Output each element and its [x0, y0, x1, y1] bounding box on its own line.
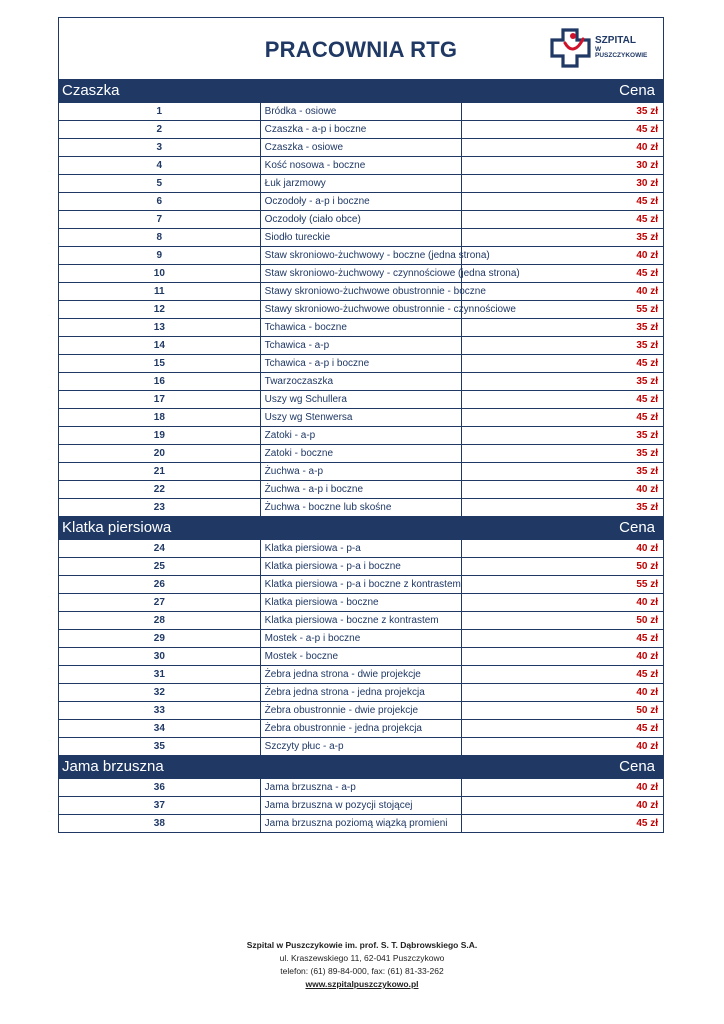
row-number: 17 [59, 391, 261, 409]
table-row [59, 684, 664, 702]
price-column-header: Cena [462, 756, 664, 779]
row-number: 18 [59, 409, 261, 427]
logo-line-1: SZPITAL [595, 35, 636, 46]
table-row [59, 121, 664, 139]
footer-company: Szpital w Puszczykowie im. prof. S. T. Dąbrowskiego S.A. [246, 940, 478, 950]
row-number: 4 [59, 157, 261, 175]
medical-cross-icon [549, 27, 593, 69]
exam-name: Kość nosowa - boczne [260, 157, 462, 175]
exam-name: Czaszka - osiowe [260, 139, 462, 157]
row-number: 31 [59, 666, 261, 684]
table-row [59, 720, 664, 738]
row-number: 11 [59, 283, 261, 301]
exam-price: 35 zł [462, 463, 664, 481]
table-row [59, 301, 664, 319]
row-number: 34 [59, 720, 261, 738]
price-list-header [58, 17, 664, 79]
exam-price: 50 zł [462, 612, 664, 630]
exam-price: 45 zł [462, 211, 664, 229]
exam-name: Oczodoły - a-p i boczne [260, 193, 462, 211]
row-number: 8 [59, 229, 261, 247]
table-row [59, 157, 664, 175]
table-row [59, 558, 664, 576]
exam-name: Klatka piersiowa - boczne [260, 594, 462, 612]
exam-name: Mostek - a-p i boczne [260, 630, 462, 648]
logo-text [595, 36, 655, 60]
exam-name: Czaszka - a-p i boczne [260, 121, 462, 139]
exam-price: 45 zł [462, 815, 664, 833]
table-row [59, 540, 664, 558]
footer-website-link[interactable]: www.szpitalpuszczykowo.pl [305, 979, 419, 989]
exam-name: Siodło tureckie [260, 229, 462, 247]
exam-name: Tchawica - a-p i boczne [260, 355, 462, 373]
table-row [59, 103, 664, 121]
exam-name: Żebra jedna strona - jedna projekcja [260, 684, 462, 702]
exam-price: 40 zł [462, 481, 664, 499]
row-number: 15 [59, 355, 261, 373]
row-number: 29 [59, 630, 261, 648]
table-row [59, 175, 664, 193]
exam-price: 30 zł [462, 157, 664, 175]
exam-name: Uszy wg Stenwersa [260, 409, 462, 427]
table-row [59, 355, 664, 373]
table-row [59, 702, 664, 720]
exam-name: Łuk jarzmowy [260, 175, 462, 193]
exam-name: Klatka piersiowa - p-a i boczne z kontrastem [260, 576, 462, 594]
row-number: 28 [59, 612, 261, 630]
row-number: 19 [59, 427, 261, 445]
section-title: Klatka piersiowa [59, 517, 462, 540]
exam-name: Zatoki - a-p [260, 427, 462, 445]
exam-price: 35 zł [462, 373, 664, 391]
row-number: 37 [59, 797, 261, 815]
price-list-sheet [58, 17, 664, 833]
section-header [59, 80, 664, 103]
table-row [59, 193, 664, 211]
table-row [59, 666, 664, 684]
table-row [59, 373, 664, 391]
row-number: 6 [59, 193, 261, 211]
exam-name: Klatka piersiowa - p-a i boczne [260, 558, 462, 576]
price-table [58, 79, 664, 833]
row-number: 22 [59, 481, 261, 499]
exam-name: Staw skroniowo-żuchwowy - czynnościowe (jedna strona) [260, 265, 462, 283]
exam-price: 45 zł [462, 355, 664, 373]
section-header [59, 756, 664, 779]
table-row [59, 797, 664, 815]
exam-name: Stawy skroniowo-żuchwowe obustronnie - boczne [260, 283, 462, 301]
hospital-logo [549, 27, 655, 69]
exam-price: 40 zł [462, 139, 664, 157]
exam-name: Uszy wg Schullera [260, 391, 462, 409]
row-number: 14 [59, 337, 261, 355]
row-number: 9 [59, 247, 261, 265]
exam-name: Żuchwa - boczne lub skośne [260, 499, 462, 517]
exam-price: 45 zł [462, 391, 664, 409]
row-number: 35 [59, 738, 261, 756]
table-row [59, 283, 664, 301]
table-row [59, 427, 664, 445]
exam-price: 50 zł [462, 702, 664, 720]
exam-price: 45 zł [462, 630, 664, 648]
exam-price: 40 zł [462, 684, 664, 702]
exam-price: 45 zł [462, 409, 664, 427]
exam-name: Twarzoczaszka [260, 373, 462, 391]
exam-price: 40 zł [462, 648, 664, 666]
exam-price: 35 zł [462, 499, 664, 517]
exam-name: Żuchwa - a-p i boczne [260, 481, 462, 499]
table-row [59, 576, 664, 594]
footer-phone: telefon: (61) 89-84-000, fax: (61) 81-33-262 [280, 966, 444, 976]
exam-name: Żebra jedna strona - dwie projekcje [260, 666, 462, 684]
exam-name: Bródka - osiowe [260, 103, 462, 121]
row-number: 10 [59, 265, 261, 283]
table-row [59, 211, 664, 229]
exam-name: Szczyty płuc - a-p [260, 738, 462, 756]
table-row [59, 409, 664, 427]
table-row [59, 139, 664, 157]
exam-name: Żebra obustronnie - dwie projekcje [260, 702, 462, 720]
exam-price: 55 zł [462, 576, 664, 594]
row-number: 26 [59, 576, 261, 594]
exam-price: 55 zł [462, 301, 664, 319]
exam-name: Mostek - boczne [260, 648, 462, 666]
footer [0, 939, 724, 991]
row-number: 1 [59, 103, 261, 121]
table-row [59, 481, 664, 499]
table-row [59, 463, 664, 481]
table-row [59, 630, 664, 648]
exam-price: 45 zł [462, 265, 664, 283]
exam-name: Żuchwa - a-p [260, 463, 462, 481]
exam-price: 35 zł [462, 103, 664, 121]
table-row [59, 229, 664, 247]
exam-name: Tchawica - a-p [260, 337, 462, 355]
section-title: Jama brzuszna [59, 756, 462, 779]
exam-price: 50 zł [462, 558, 664, 576]
exam-name: Stawy skroniowo-żuchwowe obustronnie - czynnościowe [260, 301, 462, 319]
table-row [59, 612, 664, 630]
exam-price: 40 zł [462, 738, 664, 756]
row-number: 2 [59, 121, 261, 139]
row-number: 32 [59, 684, 261, 702]
exam-price: 40 zł [462, 797, 664, 815]
exam-name: Tchawica - boczne [260, 319, 462, 337]
exam-name: Klatka piersiowa - p-a [260, 540, 462, 558]
table-row [59, 499, 664, 517]
exam-price: 45 zł [462, 666, 664, 684]
row-number: 33 [59, 702, 261, 720]
footer-address: ul. Kraszewskiego 11, 62-041 Puszczykowo [279, 953, 445, 963]
price-column-header: Cena [462, 517, 664, 540]
table-row [59, 738, 664, 756]
exam-price: 35 zł [462, 319, 664, 337]
exam-name: Jama brzuszna w pozycji stojącej [260, 797, 462, 815]
table-row [59, 815, 664, 833]
exam-name: Jama brzuszna - a-p [260, 779, 462, 797]
table-row [59, 265, 664, 283]
exam-name: Staw skroniowo-żuchwowy - boczne (jedna strona) [260, 247, 462, 265]
section-header [59, 517, 664, 540]
row-number: 5 [59, 175, 261, 193]
row-number: 7 [59, 211, 261, 229]
exam-price: 35 zł [462, 229, 664, 247]
exam-price: 30 zł [462, 175, 664, 193]
exam-name: Jama brzuszna poziomą wiązką promieni [260, 815, 462, 833]
table-row [59, 594, 664, 612]
exam-price: 35 zł [462, 445, 664, 463]
exam-name: Żebra obustronnie - jedna projekcja [260, 720, 462, 738]
logo-line-2: W PUSZCZYKOWIE [595, 45, 648, 60]
row-number: 23 [59, 499, 261, 517]
row-number: 27 [59, 594, 261, 612]
exam-price: 40 zł [462, 283, 664, 301]
row-number: 13 [59, 319, 261, 337]
price-column-header: Cena [462, 80, 664, 103]
exam-price: 40 zł [462, 247, 664, 265]
exam-price: 45 zł [462, 193, 664, 211]
table-row [59, 337, 664, 355]
row-number: 30 [59, 648, 261, 666]
table-row [59, 319, 664, 337]
row-number: 3 [59, 139, 261, 157]
section-title: Czaszka [59, 80, 462, 103]
row-number: 20 [59, 445, 261, 463]
row-number: 24 [59, 540, 261, 558]
exam-name: Klatka piersiowa - boczne z kontrastem [260, 612, 462, 630]
row-number: 36 [59, 779, 261, 797]
table-row [59, 445, 664, 463]
table-row [59, 779, 664, 797]
exam-name: Oczodoły (ciało obce) [260, 211, 462, 229]
table-row [59, 247, 664, 265]
row-number: 21 [59, 463, 261, 481]
row-number: 16 [59, 373, 261, 391]
table-row [59, 648, 664, 666]
exam-price: 40 zł [462, 779, 664, 797]
row-number: 25 [59, 558, 261, 576]
exam-price: 35 zł [462, 427, 664, 445]
exam-name: Zatoki - boczne [260, 445, 462, 463]
row-number: 12 [59, 301, 261, 319]
exam-price: 40 zł [462, 594, 664, 612]
page-title: PRACOWNIA RTG [264, 37, 458, 62]
exam-price: 35 zł [462, 337, 664, 355]
exam-price: 45 zł [462, 121, 664, 139]
row-number: 38 [59, 815, 261, 833]
exam-price: 45 zł [462, 720, 664, 738]
exam-price: 40 zł [462, 540, 664, 558]
table-row [59, 391, 664, 409]
